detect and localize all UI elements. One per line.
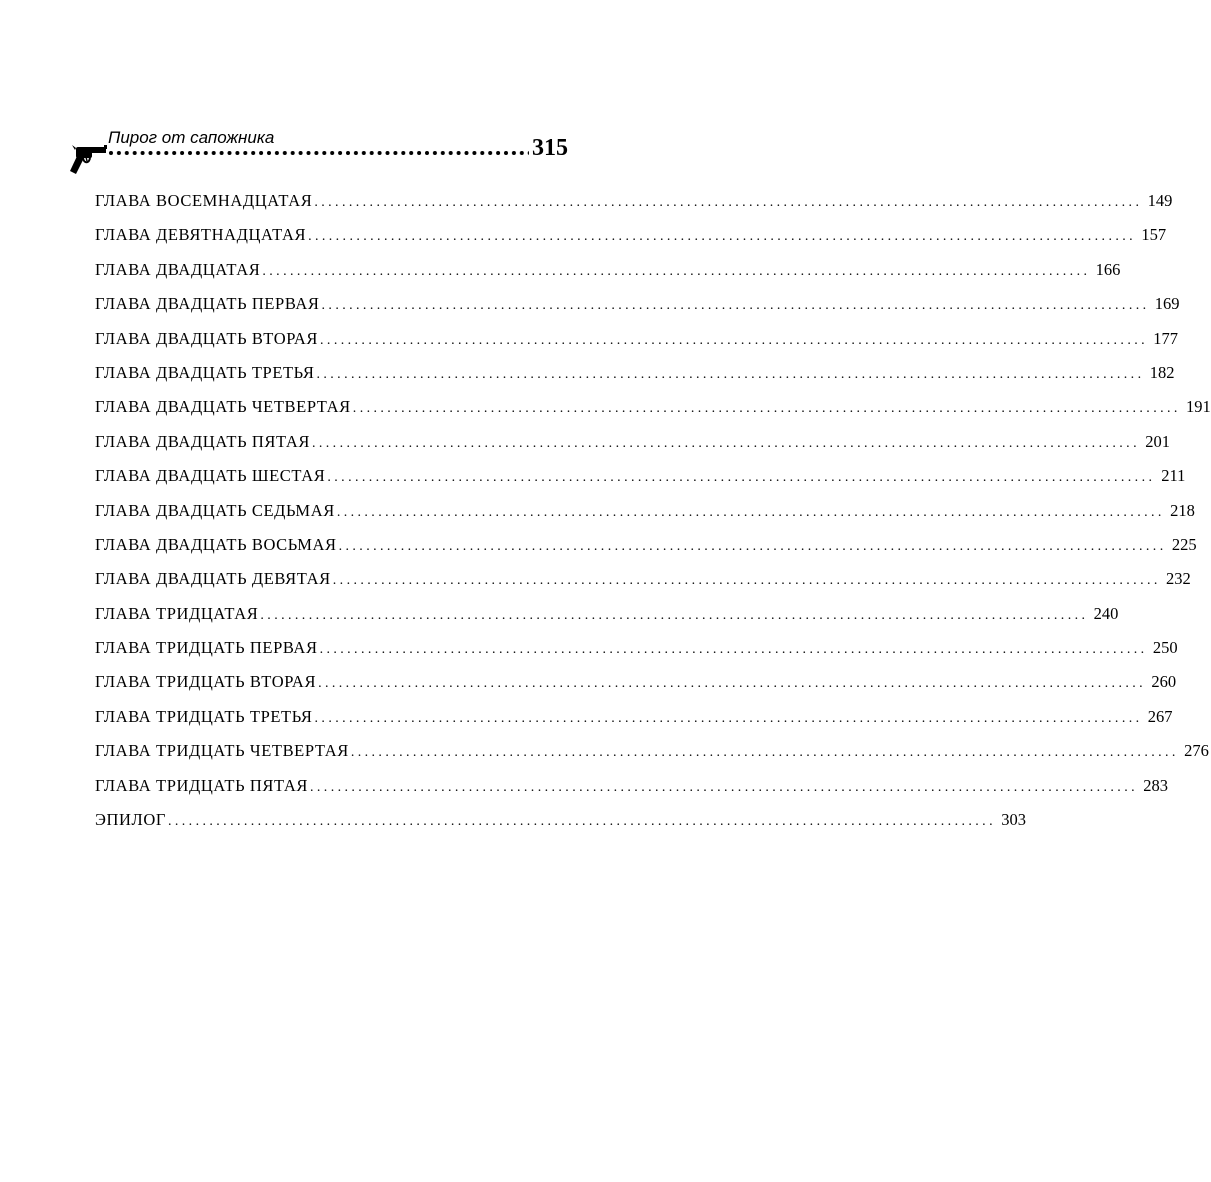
toc-entry bbox=[95, 706, 1173, 740]
toc-entry-title: ГЛАВА ТРИДЦАТЬ ПЯТАЯ bbox=[95, 775, 308, 795]
toc-leader-dots: ........................................................................................................................ bbox=[350, 745, 1179, 761]
toc-entry-title: ГЛАВА ДВАДЦАТЬ ВТОРАЯ bbox=[95, 328, 319, 348]
toc-entry-title: ГЛАВА ДВАДЦАТЬ ЧЕТВЕРТАЯ bbox=[95, 397, 351, 417]
toc-entry bbox=[95, 603, 1119, 637]
toc-entry-page: 211 bbox=[1161, 466, 1186, 486]
toc-entry-title: ГЛАВА ДВАДЦАТАЯ bbox=[95, 259, 261, 279]
toc-entry-title: ГЛАВА ДВАДЦАТЬ ПЕРВАЯ bbox=[95, 294, 320, 314]
toc-entry-title: ГЛАВА ВОСЕМНАДЦАТАЯ bbox=[95, 191, 313, 210]
toc-leader-dots: ........................................................................................................................ bbox=[167, 814, 996, 830]
toc-leader-dots: ........................................................................................................................ bbox=[310, 779, 1138, 795]
toc-leader-dots: ........................................................................................................................ bbox=[262, 263, 1091, 279]
toc-entry bbox=[95, 328, 1179, 362]
toc-entry bbox=[95, 224, 1167, 258]
toc-entry-page: 232 bbox=[1166, 569, 1191, 589]
toc-leader-dots: ........................................................................................................................ bbox=[352, 401, 1181, 417]
toc-leader-dots: ........................................................................................................................ bbox=[314, 710, 1143, 726]
toc-entry-title: ГЛАВА ДВАДЦАТЬ ШЕСТАЯ bbox=[95, 466, 326, 486]
revolver-icon bbox=[66, 144, 108, 176]
toc-leader-dots: ........................................................................................................................ bbox=[338, 538, 1167, 554]
toc-leader-dots: ........................................................................................................................ bbox=[336, 504, 1165, 520]
toc-entry-page: 191 bbox=[1186, 397, 1211, 417]
toc-entry bbox=[95, 500, 1195, 534]
toc-entry-title: ГЛАВА ДВАДЦАТЬ ДЕВЯТАЯ bbox=[95, 569, 331, 589]
toc-entry-page: 283 bbox=[1143, 775, 1168, 795]
toc-entry-title: ГЛАВА ТРИДЦАТЬ ЧЕТВЕРТАЯ bbox=[95, 741, 349, 761]
toc-entry-page: 182 bbox=[1149, 362, 1175, 382]
toc-entry-title: ЭПИЛОГ bbox=[95, 810, 166, 830]
toc-entry-title: ГЛАВА ДВАДЦАТЬ ТРЕТЬЯ bbox=[95, 362, 315, 382]
header-dotted-rule bbox=[108, 148, 529, 158]
toc-entry-page: 166 bbox=[1095, 259, 1121, 279]
toc-entry bbox=[95, 740, 1209, 774]
toc-entry bbox=[95, 671, 1177, 705]
toc-entry-page: 149 bbox=[1147, 191, 1173, 210]
toc-entry-title: ГЛАВА ДВАДЦАТЬ СЕДЬМАЯ bbox=[95, 500, 335, 520]
toc-entry bbox=[95, 637, 1178, 671]
toc-entry bbox=[95, 431, 1170, 465]
toc-entry-title: ГЛАВА ТРИДЦАТЬ ВТОРАЯ bbox=[95, 672, 317, 692]
toc-entry-page: 218 bbox=[1170, 500, 1195, 520]
toc-entry-title: ГЛАВА ДЕВЯТНАДЦАТАЯ bbox=[95, 225, 307, 245]
toc-entry bbox=[95, 293, 1180, 327]
toc-entry-title: ГЛАВА ТРИДЦАТАЯ bbox=[95, 603, 259, 623]
toc-entry bbox=[95, 568, 1191, 602]
toc-entry-page: 267 bbox=[1147, 706, 1173, 726]
toc-entry-page: 157 bbox=[1141, 225, 1167, 245]
toc-entry-page: 225 bbox=[1171, 534, 1197, 554]
table-of-contents bbox=[95, 190, 1211, 843]
toc-entry-page: 169 bbox=[1154, 294, 1180, 314]
toc-entry bbox=[95, 396, 1211, 430]
toc-entry-title: ГЛАВА ТРИДЦАТЬ ТРЕТЬЯ bbox=[95, 706, 313, 726]
toc-leader-dots: ........................................................................................................................ bbox=[321, 298, 1150, 314]
toc-entry-page: 201 bbox=[1145, 431, 1170, 451]
toc-entry-title: ГЛАВА ДВАДЦАТЬ ПЯТАЯ bbox=[95, 431, 310, 451]
toc-entry bbox=[95, 190, 1173, 224]
toc-entry-page: 260 bbox=[1151, 672, 1177, 692]
toc-entry-page: 303 bbox=[1001, 810, 1026, 830]
toc-leader-dots: ........................................................................................................................ bbox=[327, 470, 1156, 486]
toc-leader-dots: ........................................................................................................................ bbox=[260, 607, 1089, 623]
page-header bbox=[66, 128, 568, 176]
page-number: 315 bbox=[532, 135, 568, 161]
toc-leader-dots: ........................................................................................................................ bbox=[318, 676, 1147, 692]
toc-entry bbox=[95, 362, 1175, 396]
toc-entry bbox=[95, 465, 1186, 499]
toc-entry-title: ГЛАВА ТРИДЦАТЬ ПЕРВАЯ bbox=[95, 638, 318, 658]
toc-entry bbox=[95, 259, 1121, 293]
toc-entry-page: 276 bbox=[1184, 741, 1209, 761]
toc-entry-page: 250 bbox=[1152, 638, 1178, 658]
toc-leader-dots: ........................................................................................................................ bbox=[311, 435, 1140, 451]
toc-entry bbox=[95, 809, 1026, 843]
toc-leader-dots: ........................................................................................................................ bbox=[308, 229, 1137, 245]
toc-leader-dots: ........................................................................................................................ bbox=[319, 642, 1148, 658]
running-title: Пирог от сапожника bbox=[108, 128, 275, 147]
toc-leader-dots: ........................................................................................................................ bbox=[314, 195, 1143, 210]
toc-entry bbox=[95, 775, 1168, 809]
toc-entry bbox=[95, 534, 1197, 568]
toc-entry-page: 240 bbox=[1093, 603, 1119, 623]
toc-entry-page: 177 bbox=[1153, 328, 1179, 348]
toc-leader-dots: ........................................................................................................................ bbox=[316, 366, 1145, 382]
toc-entry-title: ГЛАВА ДВАДЦАТЬ ВОСЬМАЯ bbox=[95, 534, 337, 554]
toc-leader-dots: ........................................................................................................................ bbox=[320, 332, 1149, 348]
toc-leader-dots: ........................................................................................................................ bbox=[332, 573, 1161, 589]
